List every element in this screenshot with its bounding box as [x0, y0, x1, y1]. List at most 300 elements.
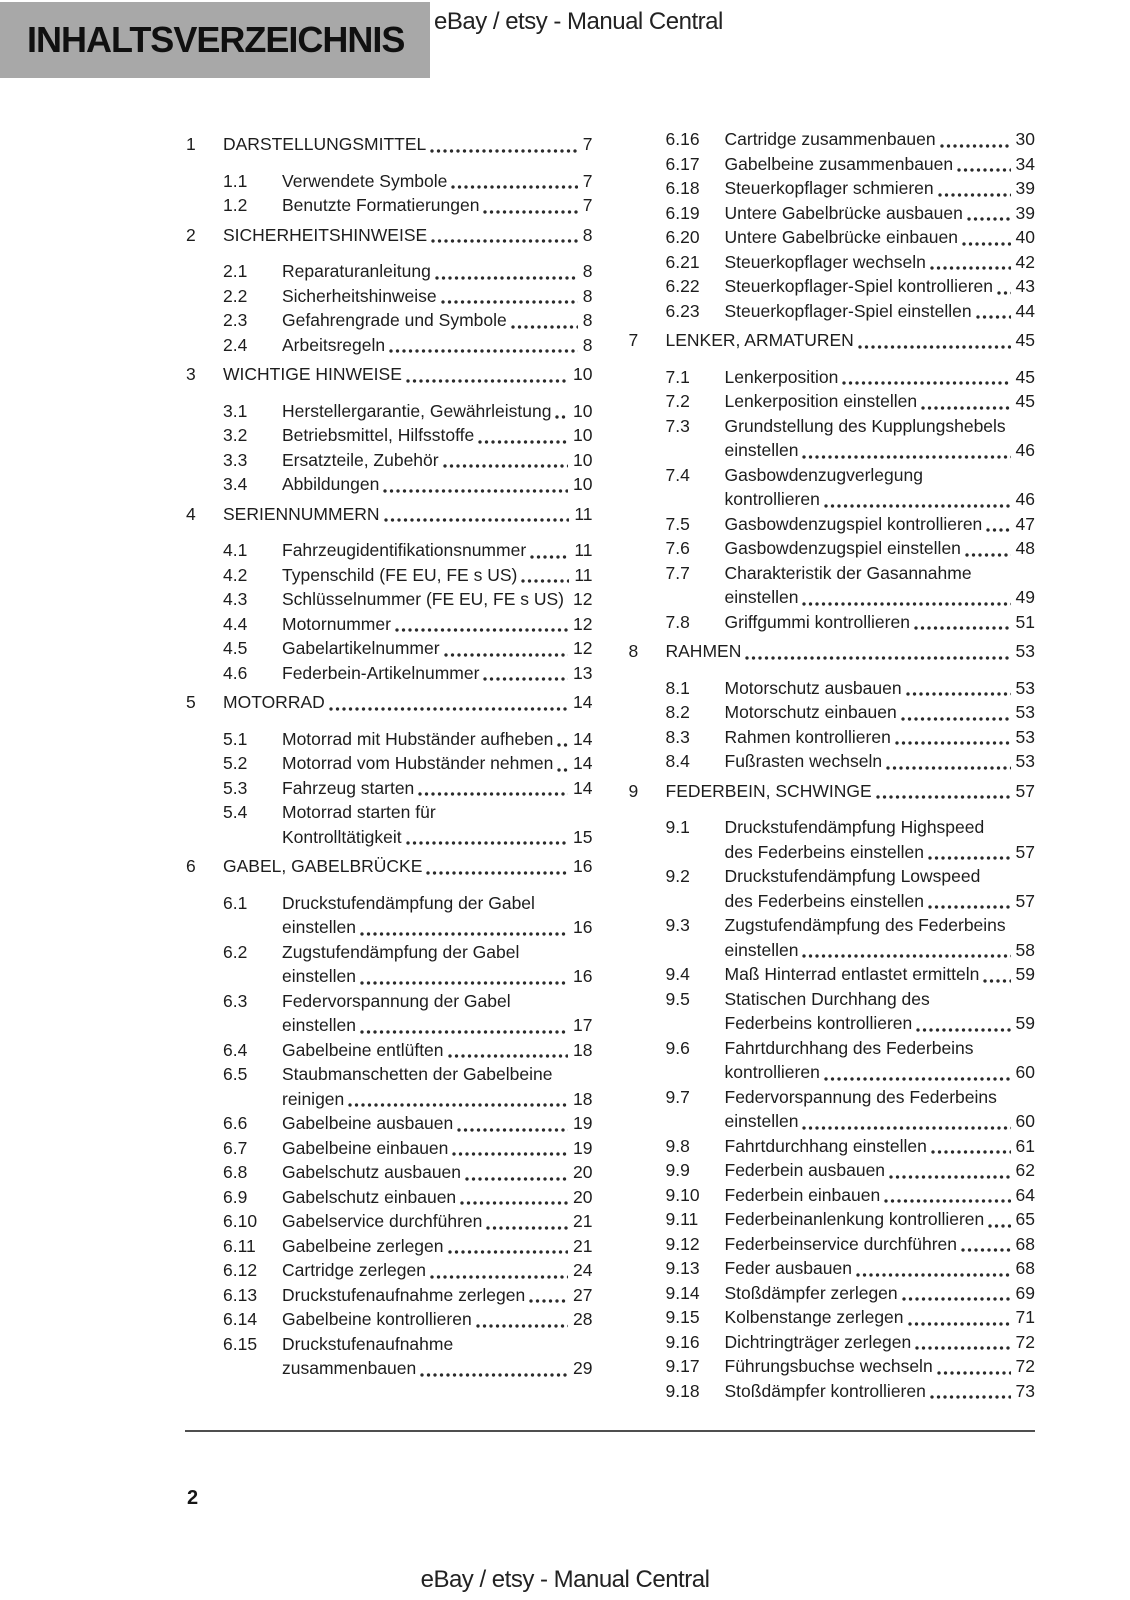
toc-entry-body [725, 536, 1036, 561]
dot-leader [902, 676, 1016, 701]
toc-entry-page-number: 14 [573, 728, 593, 749]
dot-leader [402, 825, 573, 850]
toc-section-entry [629, 1036, 1036, 1085]
toc-entry-title: GABEL, GABELBRÜCKE [223, 856, 423, 876]
toc-section-entry [629, 1256, 1036, 1281]
toc-entry-last-line [725, 1060, 1036, 1085]
toc-entry-page-number: 8 [582, 261, 593, 281]
toc-section-entry [629, 225, 1036, 250]
toc-entry-last-line [282, 964, 593, 989]
toc-entry-body [282, 751, 593, 776]
toc-entry-number: 5.2 [223, 753, 248, 773]
toc-section-entry [629, 512, 1036, 537]
toc-entry-last-line [725, 700, 1036, 725]
toc-entry-last-line [725, 1109, 1036, 1134]
toc-entry-body [282, 891, 593, 940]
toc-entry-page-number: 18 [573, 1039, 593, 1060]
dot-leader [926, 250, 1016, 275]
toc-entry-body [725, 561, 1036, 610]
toc-entry-number: 6.21 [665, 251, 700, 272]
toc-entry-page-number: 7 [582, 195, 593, 215]
toc-entry-page-number: 7 [582, 170, 593, 191]
toc-entry-last-line [282, 538, 593, 563]
toc-entry-last-line [725, 201, 1036, 226]
toc-entry-body [725, 414, 1036, 463]
toc-entry-title: Motorrad vom Hubständer nehmen [282, 753, 554, 773]
dot-leader [448, 1136, 573, 1161]
toc-entry-last-line [725, 1183, 1036, 1208]
dot-leader [416, 1356, 573, 1381]
toc-column-2 [629, 127, 1036, 1403]
toc-entry-body [282, 1234, 593, 1259]
dot-leader [891, 725, 1016, 750]
toc-section-entry [186, 193, 593, 218]
toc-entry-last-line [282, 1356, 593, 1381]
toc-entry-page-number: 7 [582, 134, 593, 154]
toc-entry-last-line [725, 1134, 1036, 1159]
toc-entry-title: Cartridge zusammenbauen [724, 129, 936, 149]
toc-entry-title: Federbein ausbauen [724, 1160, 886, 1180]
toc-entry-number: 2.4 [223, 334, 248, 355]
toc-entry-body [725, 700, 1036, 725]
toc-entry-last-line [725, 1256, 1036, 1281]
toc-section-entry [186, 1307, 593, 1332]
toc-entry-last-line [725, 938, 1036, 963]
toc-entry-number: 6 [186, 856, 196, 876]
toc-entry-title: Federbein-Artikelnummer [282, 662, 480, 683]
toc-entry-number: 6.2 [223, 941, 248, 962]
toc-entry-number: 2.3 [223, 310, 248, 330]
toc-entry-number: 5 [186, 692, 196, 712]
toc-entry-body [725, 152, 1036, 177]
toc-section-entry [186, 636, 593, 661]
toc-entry-page-number: 15 [573, 826, 593, 847]
toc-entry-body [666, 779, 1036, 804]
toc-entry-last-line [282, 776, 593, 801]
toc-entry-body [725, 1183, 1036, 1208]
toc-entry-page-number: 13 [573, 662, 593, 683]
toc-entry-body [282, 1160, 593, 1185]
toc-section-entry [629, 389, 1036, 414]
toc-entry-page-number: 10 [573, 400, 593, 421]
toc-entry-body [282, 193, 593, 218]
toc-section-entry [186, 333, 593, 358]
dot-leader [798, 1109, 1015, 1134]
toc-entry-body [282, 308, 593, 333]
toc-entry-title: kontrollieren [724, 489, 820, 509]
dot-leader [325, 690, 573, 715]
toc-entry-title: Maß Hinterrad entlastet ermitteln [724, 964, 980, 984]
toc-entry-number: 9.3 [665, 915, 690, 935]
toc-entry-last-line [725, 536, 1036, 561]
dot-leader [798, 938, 1015, 963]
dot-leader [880, 1183, 1015, 1208]
toc-chapter-entry [186, 362, 593, 387]
toc-entry-body [725, 913, 1036, 962]
toc-section-entry [629, 365, 1036, 390]
dot-leader [444, 1234, 574, 1259]
toc-section-entry [629, 1085, 1036, 1134]
toc-entry-last-line [666, 639, 1036, 664]
toc-entry-title: Gefahrengrade und Symbole [282, 310, 507, 330]
toc-section-entry [629, 1232, 1036, 1257]
toc-entry-body [282, 1283, 593, 1308]
toc-entry-page-number: 68 [1015, 1233, 1035, 1254]
toc-entry-number: 3.3 [223, 449, 248, 470]
toc-entry-last-line [282, 1209, 593, 1234]
toc-entry-page-number: 53 [1015, 641, 1035, 661]
dot-leader [927, 1134, 1016, 1159]
toc-entry-last-line [725, 840, 1036, 865]
dot-leader [391, 612, 573, 637]
toc-entry-last-line [725, 1330, 1036, 1355]
toc-entry-number: 2.1 [223, 261, 248, 281]
toc-entry-page-number: 12 [573, 589, 593, 609]
dot-leader [924, 840, 1016, 865]
toc-entry-body [282, 612, 593, 637]
toc-entry-title: Herstellergarantie, Gewährleistung [282, 400, 552, 421]
dot-leader [440, 636, 573, 661]
toc-chapter-entry [629, 779, 1036, 804]
toc-entry-body [223, 362, 593, 387]
toc-entry-body [725, 987, 1036, 1036]
toc-entry-page-number: 16 [573, 966, 593, 986]
toc-entry-page-number: 10 [573, 364, 593, 384]
toc-entry-number: 5.4 [223, 802, 248, 822]
toc-entry-number: 6.3 [223, 990, 248, 1011]
toc-entry-number: 4 [186, 503, 196, 524]
toc-entry-number: 9.8 [665, 1135, 690, 1156]
toc-entry-number: 6.7 [223, 1137, 248, 1158]
toc-entry-last-line [282, 308, 593, 333]
toc-entry-page-number: 60 [1015, 1062, 1035, 1082]
toc-entry-title: Fahrzeug starten [282, 777, 415, 798]
toc-section-entry [186, 1209, 593, 1234]
dot-leader [911, 1330, 1015, 1355]
toc-entry-page-number: 24 [573, 1260, 593, 1280]
toc-entry-body [666, 639, 1036, 664]
toc-section-entry [629, 1379, 1036, 1404]
toc-entry-page-number: 8 [582, 310, 593, 330]
dot-leader [926, 1379, 1016, 1404]
dot-leader [525, 1283, 573, 1308]
toc-entry-title: Fahrzeugidentifikationsnummer [282, 540, 527, 560]
toc-entry-number: 6.16 [665, 129, 700, 149]
dot-leader [917, 389, 1015, 414]
toc-section-entry [186, 1160, 593, 1185]
toc-entry-last-line [282, 825, 593, 850]
toc-entry-last-line [725, 250, 1036, 275]
toc-entry-page-number: 73 [1015, 1380, 1035, 1401]
toc-entry-last-line [223, 223, 593, 248]
toc-entry-title: des Federbeins einstellen [724, 841, 924, 862]
toc-entry-last-line [666, 328, 1036, 353]
toc-entry-number: 1.1 [223, 170, 248, 191]
toc-chapter-entry [186, 502, 593, 527]
toc-entry-page-number: 20 [573, 1162, 593, 1182]
toc-entry-last-line [725, 225, 1036, 250]
toc-entry-number: 4.6 [223, 662, 248, 683]
toc-entry-body [282, 1209, 593, 1234]
toc-entry-title: des Federbeins einstellen [724, 890, 924, 911]
toc-entry-last-line [725, 962, 1036, 987]
dot-leader [838, 365, 1015, 390]
toc-entry-title: Cartridge zerlegen [282, 1260, 426, 1280]
toc-entry-title: RAHMEN [665, 641, 742, 661]
toc-entry-last-line [282, 284, 593, 309]
toc-entry-body [725, 463, 1036, 512]
toc-entry-number: 6.18 [665, 178, 700, 198]
toc-section-entry [186, 1185, 593, 1210]
toc-entry-number: 9.12 [665, 1233, 700, 1254]
toc-section-entry [629, 1305, 1036, 1330]
toc-entry-title-line: Druckstufendämpfung der Gabel [282, 892, 535, 913]
toc-entry-body [725, 201, 1036, 226]
toc-entry-title: Gabelartikelnummer [282, 638, 440, 658]
toc-entry-body [725, 250, 1036, 275]
toc-entry-page-number: 39 [1015, 202, 1035, 223]
footer-divider [185, 1430, 1035, 1432]
toc-entry-body [725, 815, 1036, 864]
toc-entry-page-number: 57 [1015, 780, 1035, 801]
toc-entry-page-number: 45 [1015, 366, 1035, 387]
toc-entry-body [725, 1379, 1036, 1404]
toc-entry-last-line [282, 1038, 593, 1063]
toc-entry-number: 9.7 [665, 1086, 690, 1107]
toc-entry-body [223, 502, 593, 527]
toc-entry-body [725, 864, 1036, 913]
toc-entry-title-line: Fahrtdurchhang des Federbeins [724, 1037, 974, 1058]
toc-entry-last-line [282, 423, 593, 448]
dot-leader [439, 448, 573, 473]
toc-entry-title: Gasbowdenzugspiel einstellen [724, 538, 961, 558]
toc-entry-page-number: 10 [573, 425, 593, 445]
toc-entry-number: 8.4 [665, 751, 690, 771]
footer-site-label: eBay / etsy - Manual Central [420, 1566, 710, 1593]
toc-entry-title: Gabelbeine zerlegen [282, 1235, 444, 1256]
toc-entry-title: Motornummer [282, 613, 391, 634]
toc-section-entry [629, 1281, 1036, 1306]
toc-entry-last-line [282, 259, 593, 284]
toc-section-entry [186, 661, 593, 686]
toc-entry-last-line [725, 438, 1036, 463]
toc-entry-number: 9.5 [665, 988, 690, 1009]
toc-entry-title-line: Grundstellung des Kupplungshebels [724, 415, 1006, 436]
toc-entry-page-number: 44 [1015, 300, 1035, 321]
toc-entry-number: 6.17 [665, 153, 700, 174]
toc-section-entry [186, 940, 593, 989]
toc-entry-last-line [282, 1111, 593, 1136]
toc-entry-body [282, 940, 593, 989]
toc-chapter-entry [186, 132, 593, 157]
toc-entry-number: 4.2 [223, 564, 248, 585]
dot-leader [526, 538, 574, 563]
toc-entry-title: Feder ausbauen [724, 1258, 852, 1278]
toc-entry-number: 3.4 [223, 474, 248, 494]
toc-entry-title: Federbeinservice durchführen [724, 1233, 957, 1254]
dot-leader [447, 169, 582, 194]
toc-entry-page-number: 72 [1015, 1331, 1035, 1352]
toc-entry-last-line [223, 854, 593, 879]
dot-leader [507, 308, 583, 333]
dot-leader [564, 587, 573, 612]
toc-entry-number: 9.15 [665, 1307, 700, 1327]
toc-entry-page-number: 19 [573, 1137, 593, 1158]
toc-section-entry [186, 1111, 593, 1136]
toc-entry-page-number: 8 [582, 224, 593, 245]
toc-entry-number: 6.6 [223, 1113, 248, 1133]
toc-entry-body [282, 661, 593, 686]
toc-entry-last-line [725, 1305, 1036, 1330]
dot-leader [933, 1354, 1016, 1379]
toc-entry-title: SICHERHEITSHINWEISE [223, 224, 428, 245]
dot-leader [798, 438, 1015, 463]
toc-section-entry [629, 414, 1036, 463]
toc-entry-body [282, 399, 593, 424]
dot-leader [852, 1256, 1016, 1281]
toc-entry-title: Stoßdämpfer zerlegen [724, 1282, 898, 1303]
toc-entry-number: 6.8 [223, 1162, 248, 1182]
toc-entry-title: Griffgummi kontrollieren [724, 611, 910, 632]
toc-section-entry [186, 1234, 593, 1259]
toc-entry-last-line [725, 1379, 1036, 1404]
toc-entry-title: Stoßdämpfer kontrollieren [724, 1380, 926, 1401]
toc-section-entry [186, 1038, 593, 1063]
toc-entry-number: 4.1 [223, 540, 248, 560]
dot-leader [482, 1209, 573, 1234]
dot-leader [426, 132, 583, 157]
toc-entry-last-line [725, 1158, 1036, 1183]
toc-entry-number: 6.11 [223, 1235, 256, 1256]
toc-entry-title: Gabelbeine kontrollieren [282, 1309, 472, 1329]
toc-entry-last-line [725, 274, 1036, 299]
toc-entry-body [725, 1207, 1036, 1232]
toc-section-entry [629, 176, 1036, 201]
dot-leader [885, 1158, 1015, 1183]
dot-leader [453, 1111, 573, 1136]
toc-entry-page-number: 16 [573, 917, 593, 937]
toc-entry-title: Abbildungen [282, 474, 380, 494]
toc-entry-page-number: 30 [1015, 129, 1035, 149]
toc-entry-title: Gabelschutz einbauen [282, 1186, 457, 1207]
toc-entry-body [282, 423, 593, 448]
toc-entry-page-number: 49 [1015, 587, 1035, 607]
toc-entry-number: 9.17 [665, 1356, 700, 1376]
dot-leader [872, 779, 1016, 804]
dot-leader [854, 328, 1016, 353]
toc-entry-last-line [282, 751, 593, 776]
toc-entry-title: Fahrtdurchhang einstellen [724, 1135, 927, 1156]
toc-entry-last-line [725, 749, 1036, 774]
toc-entry-body [282, 989, 593, 1038]
toc-entry-last-line [725, 585, 1036, 610]
toc-entry-last-line [725, 299, 1036, 324]
toc-entry-number: 6.14 [223, 1309, 258, 1329]
dot-leader [474, 423, 573, 448]
toc-entry-last-line [282, 1087, 593, 1112]
toc-chapter-entry [186, 223, 593, 248]
toc-entry-title: Kontrolltätigkeit [282, 826, 402, 847]
toc-section-entry [629, 536, 1036, 561]
toc-entry-page-number: 18 [573, 1088, 593, 1109]
toc-entry-page-number: 12 [573, 613, 593, 634]
toc-entry-body [725, 1354, 1036, 1379]
toc-entry-page-number: 48 [1015, 538, 1035, 558]
toc-entry-title: Dichtringträger zerlegen [724, 1331, 912, 1352]
toc-section-entry [186, 1136, 593, 1161]
toc-entry-title: Federbein einbauen [724, 1184, 881, 1205]
toc-entry-body [282, 1136, 593, 1161]
toc-entry-title: einstellen [724, 939, 799, 960]
toc-entry-body [282, 800, 593, 849]
toc-entry-page-number: 39 [1015, 178, 1035, 198]
toc-entry-page-number: 43 [1015, 276, 1035, 296]
dot-leader [431, 259, 583, 284]
toc-section-entry [186, 587, 593, 612]
toc-entry-title: Steuerkopflager-Spiel einstellen [724, 300, 972, 321]
toc-entry-page-number: 12 [573, 638, 593, 658]
toc-entry-last-line [282, 612, 593, 637]
toc-entry-last-line [725, 1354, 1036, 1379]
toc-entry-page-number: 14 [573, 777, 593, 798]
toc-entry-title-line: Charakteristik der Gasannahme [724, 562, 972, 583]
toc-section-entry [629, 152, 1036, 177]
toc-entry-page-number: 46 [1015, 489, 1035, 509]
toc-entry-body [282, 1062, 593, 1111]
dot-leader [798, 585, 1015, 610]
toc-entry-last-line [725, 512, 1036, 537]
toc-entry-last-line [282, 1307, 593, 1332]
dot-leader [972, 299, 1016, 324]
toc-entry-number: 9.1 [665, 817, 690, 837]
toc-entry-number: 8 [628, 641, 639, 661]
toc-entry-number: 6.20 [665, 227, 700, 247]
toc-entry-title-line: Druckstufendämpfung Lowspeed [724, 866, 981, 886]
toc-entry-title: kontrollieren [724, 1062, 820, 1082]
toc-section-entry [629, 864, 1036, 913]
toc-entry-body [725, 1158, 1036, 1183]
toc-entry-title: Führungsbuchse wechseln [724, 1356, 933, 1376]
toc-entry-body [666, 328, 1036, 353]
toc-entry-title: Federbeins kontrollieren [724, 1013, 913, 1033]
toc-entry-page-number: 16 [573, 856, 593, 876]
toc-entry-page-number: 11 [574, 564, 593, 585]
toc-entry-body [282, 333, 593, 358]
toc-entry-number: 3.1 [223, 400, 248, 421]
toc-entry-page-number: 19 [573, 1113, 593, 1133]
toc-section-entry [186, 800, 593, 849]
toc-entry-body [282, 1185, 593, 1210]
dot-leader [379, 472, 573, 497]
dot-leader [356, 915, 573, 940]
toc-entry-title: Motorschutz einbauen [724, 702, 897, 722]
toc-entry-number: 8.2 [665, 702, 690, 722]
toc-entry-number: 7.4 [665, 464, 690, 485]
toc-entry-title: Lenkerposition [724, 366, 839, 387]
toc-entry-number: 6.23 [665, 300, 700, 321]
toc-chapter-entry [629, 639, 1036, 664]
toc-entry-last-line [223, 362, 593, 387]
toc-entry-last-line [282, 169, 593, 194]
toc-entry-body [223, 854, 593, 879]
toc-entry-page-number: 27 [573, 1284, 593, 1305]
toc-entry-page-number: 53 [1015, 677, 1035, 698]
toc-entry-title: Benutzte Formatierungen [282, 195, 480, 215]
toc-section-entry [629, 987, 1036, 1036]
toc-entry-page-number: 65 [1015, 1209, 1035, 1229]
toc-section-entry [629, 463, 1036, 512]
dot-leader [958, 225, 1016, 250]
